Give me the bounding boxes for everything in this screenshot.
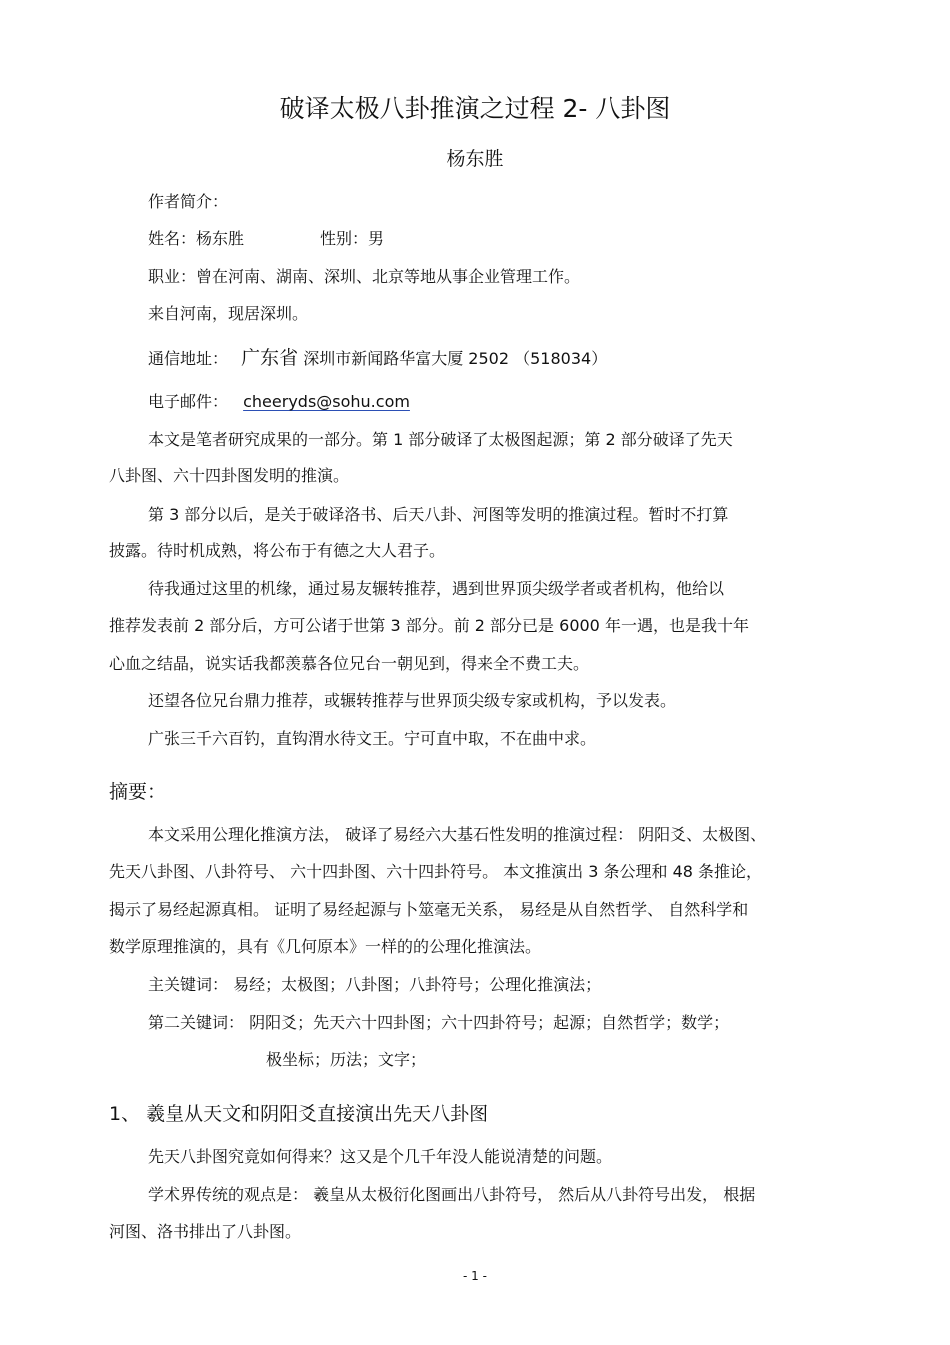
- author-name: 杨东胜: [446, 148, 504, 170]
- address-label: 通信地址：: [148, 349, 229, 368]
- s1-para2-line2: 河图、洛书排出了八卦图。: [109, 1222, 302, 1241]
- name-line: 姓名：杨东胜: [148, 229, 245, 248]
- para2-line2: 披露。待时机成熟，将公布于有德之大人君子。: [109, 541, 446, 560]
- para3-line3: 心血之结晶，说实话我都羡慕各位兄台一朝见到，得来全不费工夫。: [109, 654, 590, 673]
- para4: 还望各位兄台鼎力推荐，或辗转推荐与世界顶尖级专家或机构，予以发表。: [148, 691, 677, 710]
- section1-heading: 1、 羲皇从天文和阴阳爻直接演出先天八卦图: [109, 1103, 489, 1125]
- address-rest: 深圳市新闻路华富大厦 2502 （518034）: [303, 349, 608, 368]
- para5: 广张三千六百钓，直钩渭水待文王。宁可直中取，不在曲中求。: [148, 729, 597, 748]
- email-label: 电子邮件：: [148, 392, 229, 411]
- s1-para2-line1: 学术界传统的观点是： 羲皇从太极衍化图画出八卦符号， 然后从八卦符号出发， 根据: [148, 1185, 756, 1204]
- keywords-main: 主关键词： 易经；太极图；八卦图；八卦符号；公理化推演法；: [148, 975, 602, 994]
- page-number: - 1 -: [463, 1269, 487, 1283]
- origin-line: 来自河南，现居深圳。: [148, 304, 309, 323]
- keywords-second-line1: 第二关键词： 阴阳爻；先天六十四卦图；六十四卦符号；起源；自然哲学；数学；: [148, 1013, 730, 1032]
- s1-para1: 先天八卦图究竟如何得来？这又是个几千年没人能说清楚的问题。: [148, 1147, 613, 1166]
- address-province: 广东省: [241, 347, 299, 369]
- intro-heading: 作者简介：: [148, 192, 229, 211]
- abstract-line4: 数学原理推演的，具有《几何原本》一样的的公理化推演法。: [109, 937, 542, 956]
- document-title: 破译太极八卦推演之过程 2- 八卦图: [279, 94, 671, 123]
- address-line: [148, 348, 607, 369]
- para1-line2: 八卦图、六十四卦图发明的推演。: [109, 466, 350, 485]
- gender-line: 性别：男: [320, 229, 385, 248]
- para2-line1: 第 3 部分以后，是关于破译洛书、后天八卦、河图等发明的推演过程。暂时不打算: [148, 505, 729, 524]
- para1-line1: 本文是笔者研究成果的一部分。第 1 部分破译了太极图起源；第 2 部分破译了先天: [148, 430, 733, 449]
- abstract-line3: 揭示了易经起源真相。 证明了易经起源与卜筮毫无关系， 易经是从自然哲学、 自然科学和: [109, 900, 749, 919]
- abstract-line1: 本文采用公理化推演方法， 破译了易经六大基石性发明的推演过程： 阴阳爻、太极图、: [148, 825, 767, 844]
- para3-line1: 待我通过这里的机缘，通过易友辗转推荐，遇到世界顶尖级学者或者机构，他给以: [148, 579, 725, 598]
- job-line: 职业：曾在河南、湖南、深圳、北京等地从事企业管理工作。: [148, 267, 581, 286]
- email-link[interactable]: cheeryds@sohu.com: [243, 392, 410, 411]
- abstract-line2: 先天八卦图、八卦符号、 六十四卦图、六十四卦符号。 本文推演出 3 条公理和 48 条推论，: [109, 862, 763, 881]
- keywords-second-line2: 极坐标；历法；文字；: [266, 1050, 427, 1069]
- email-line: [148, 392, 410, 412]
- abstract-heading: 摘要：: [109, 781, 167, 803]
- para3-line2: 推荐发表前 2 部分后，方可公诸于世第 3 部分。前 2 部分已是 6000 年一遇，也是我十年: [109, 616, 749, 635]
